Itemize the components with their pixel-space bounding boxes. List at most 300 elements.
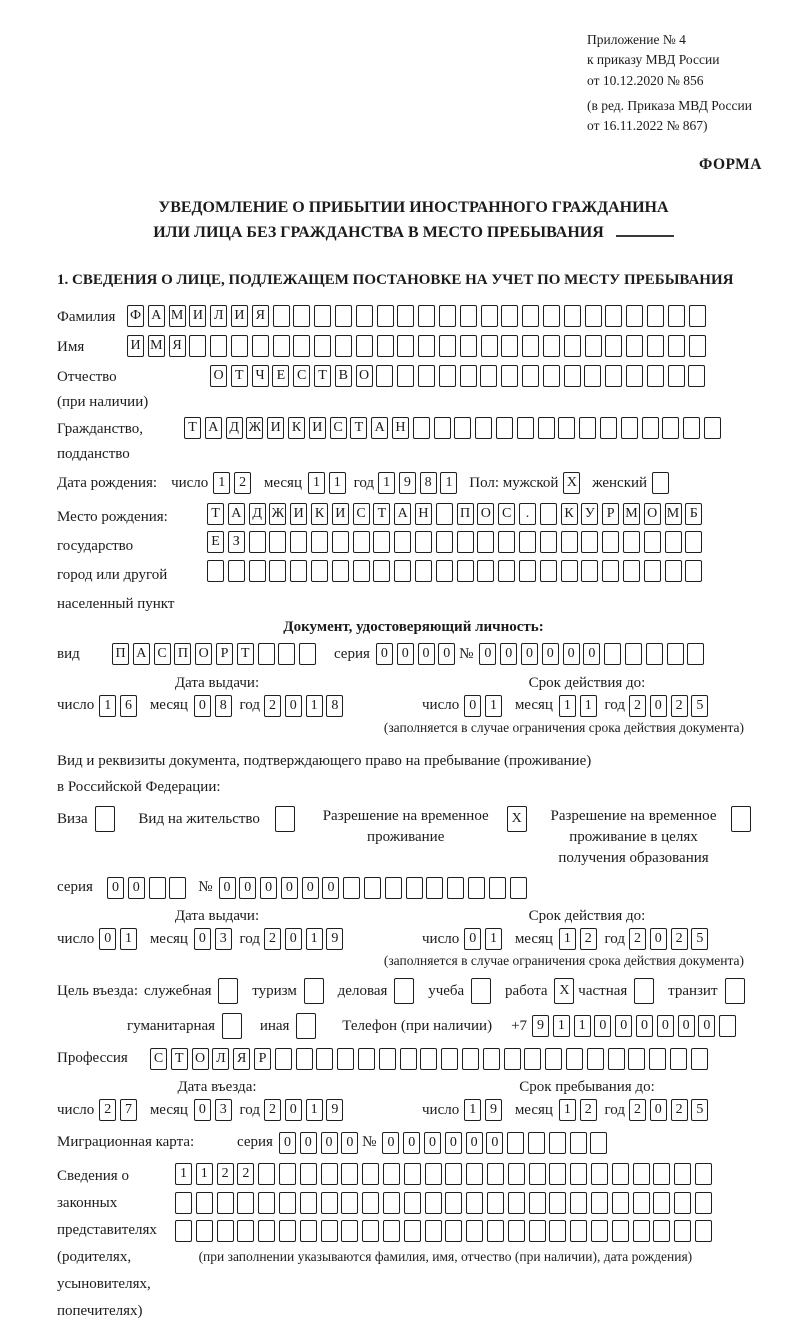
surname-cell[interactable]: [564, 305, 581, 327]
identity-issue-year-cell[interactable]: 2: [264, 695, 281, 717]
legal-representatives-cell[interactable]: [321, 1163, 338, 1185]
citizenship-cell[interactable]: [579, 417, 596, 439]
citizenship-cell[interactable]: [642, 417, 659, 439]
identity-expiry-month-cell[interactable]: 1: [559, 695, 576, 717]
legal-representatives-cell[interactable]: [591, 1163, 608, 1185]
purpose-official-cell[interactable]: [218, 978, 238, 1004]
given-name-cell[interactable]: [543, 335, 560, 357]
temp-residence-edu-checkbox[interactable]: [731, 806, 755, 832]
legal-representatives-cell[interactable]: [300, 1163, 317, 1185]
surname-boxes[interactable]: [127, 305, 709, 327]
identity-issue-month-cell[interactable]: 0: [194, 695, 211, 717]
birth-place-cell[interactable]: [311, 560, 328, 582]
residence-series-cell[interactable]: 0: [128, 877, 145, 899]
migration-number-boxes[interactable]: [382, 1132, 611, 1154]
stay-year-cell[interactable]: 0: [650, 1099, 667, 1121]
legal-representatives-cell[interactable]: [425, 1192, 442, 1214]
given-name-cell[interactable]: [335, 335, 352, 357]
profession-cell[interactable]: [566, 1048, 583, 1070]
identity-kind-cell[interactable]: Р: [216, 643, 233, 665]
purpose-other-checkbox[interactable]: [296, 1013, 320, 1039]
surname-cell[interactable]: И: [231, 305, 248, 327]
residence-number-cell[interactable]: [447, 877, 464, 899]
birth-month-cell[interactable]: 1: [308, 472, 325, 494]
identity-issue-year-cell[interactable]: 0: [285, 695, 302, 717]
residence-number-boxes[interactable]: [219, 877, 531, 899]
birth-place-cell[interactable]: Е: [207, 531, 224, 553]
entry-year-cell[interactable]: 1: [306, 1099, 323, 1121]
visa-checkbox[interactable]: [95, 806, 119, 832]
birth-place-cell[interactable]: [394, 531, 411, 553]
surname-cell[interactable]: [668, 305, 685, 327]
given-name-cell[interactable]: [210, 335, 227, 357]
birth-place-cell[interactable]: [623, 560, 640, 582]
legal-representatives-cell[interactable]: [591, 1220, 608, 1242]
patronymic-cell[interactable]: Е: [272, 365, 289, 387]
birth-place-cell[interactable]: [290, 531, 307, 553]
surname-cell[interactable]: Я: [252, 305, 269, 327]
given-name-cell[interactable]: [647, 335, 664, 357]
entry-day-boxes[interactable]: [99, 1099, 141, 1121]
identity-issue-day-cell[interactable]: 6: [120, 695, 137, 717]
legal-representatives-cell[interactable]: [279, 1220, 296, 1242]
stay-month-boxes[interactable]: [559, 1099, 601, 1121]
citizenship-cell[interactable]: К: [288, 417, 305, 439]
birth-place-cell[interactable]: М: [665, 503, 682, 525]
legal-representatives-cell[interactable]: [425, 1220, 442, 1242]
legal-representatives-cell[interactable]: [279, 1163, 296, 1185]
patronymic-cell[interactable]: [376, 365, 393, 387]
given-name-cell[interactable]: М: [148, 335, 165, 357]
residence-number-cell[interactable]: 0: [302, 877, 319, 899]
citizenship-cell[interactable]: [413, 417, 430, 439]
given-name-cell[interactable]: [439, 335, 456, 357]
profession-cell[interactable]: Л: [212, 1048, 229, 1070]
birth-place-cell[interactable]: [269, 531, 286, 553]
patronymic-cell[interactable]: Т: [314, 365, 331, 387]
birth-place-cell[interactable]: [394, 560, 411, 582]
residence-number-cell[interactable]: 0: [239, 877, 256, 899]
residence-expiry-day-cell[interactable]: 1: [485, 928, 502, 950]
purpose-other-cell[interactable]: [296, 1013, 316, 1039]
legal-representatives-cell[interactable]: [362, 1220, 379, 1242]
legal-representatives-cell[interactable]: [445, 1220, 462, 1242]
birth-place-cell[interactable]: [249, 531, 266, 553]
patronymic-cell[interactable]: [480, 365, 497, 387]
purpose-study-checkbox[interactable]: [471, 978, 495, 1004]
birth-place-cell[interactable]: [415, 560, 432, 582]
birth-place-cell[interactable]: [207, 560, 224, 582]
profession-cell[interactable]: [441, 1048, 458, 1070]
citizenship-cell[interactable]: [704, 417, 721, 439]
birth-place-cell[interactable]: М: [623, 503, 640, 525]
legal-representatives-cell[interactable]: [217, 1220, 234, 1242]
visa-cell[interactable]: [95, 806, 115, 832]
identity-series-cell[interactable]: 0: [397, 643, 414, 665]
legal-representatives-cell[interactable]: 1: [196, 1163, 213, 1185]
identity-number-cell[interactable]: [687, 643, 704, 665]
entry-day-cell[interactable]: 7: [120, 1099, 137, 1121]
identity-issue-year-cell[interactable]: 8: [326, 695, 343, 717]
surname-cell[interactable]: [689, 305, 706, 327]
patronymic-cell[interactable]: С: [293, 365, 310, 387]
phone-cell[interactable]: 0: [636, 1015, 653, 1037]
given-name-cell[interactable]: [314, 335, 331, 357]
legal-representatives-cell[interactable]: [362, 1163, 379, 1185]
identity-number-boxes[interactable]: [479, 643, 708, 665]
citizenship-cell[interactable]: [475, 417, 492, 439]
identity-expiry-day-cell[interactable]: 0: [464, 695, 481, 717]
legal-representatives-cell[interactable]: [633, 1220, 650, 1242]
migration-number-cell[interactable]: [549, 1132, 566, 1154]
birth-place-cell[interactable]: [540, 531, 557, 553]
legal-representatives-cell[interactable]: [383, 1192, 400, 1214]
residence-expiry-year-cell[interactable]: 2: [671, 928, 688, 950]
residence-number-cell[interactable]: [426, 877, 443, 899]
migration-number-cell[interactable]: [590, 1132, 607, 1154]
surname-cell[interactable]: [273, 305, 290, 327]
legal-representatives-cell[interactable]: [196, 1220, 213, 1242]
legal-representatives-cell[interactable]: [612, 1220, 629, 1242]
given-name-cell[interactable]: [356, 335, 373, 357]
birth-place-boxes-row1[interactable]: [207, 503, 706, 525]
residence-issue-year-cell[interactable]: 9: [326, 928, 343, 950]
birth-place-cell[interactable]: [457, 560, 474, 582]
residence-issue-year-cell[interactable]: 0: [285, 928, 302, 950]
purpose-tourism-checkbox[interactable]: [304, 978, 328, 1004]
sex-male-cell[interactable]: X: [563, 472, 580, 494]
surname-cell[interactable]: [522, 305, 539, 327]
birth-place-cell[interactable]: К: [561, 503, 578, 525]
surname-cell[interactable]: [293, 305, 310, 327]
legal-representatives-cell[interactable]: [633, 1163, 650, 1185]
given-name-cell[interactable]: [501, 335, 518, 357]
migration-series-cell[interactable]: 0: [321, 1132, 338, 1154]
legal-representatives-cell[interactable]: [237, 1220, 254, 1242]
legal-representatives-cell[interactable]: [695, 1220, 712, 1242]
birth-place-cell[interactable]: [477, 531, 494, 553]
entry-year-cell[interactable]: 2: [264, 1099, 281, 1121]
purpose-business-checkbox[interactable]: [394, 978, 418, 1004]
legal-representatives-cell[interactable]: [404, 1163, 421, 1185]
identity-issue-month-cell[interactable]: 8: [215, 695, 232, 717]
stay-day-cell[interactable]: 1: [464, 1099, 481, 1121]
profession-cell[interactable]: [358, 1048, 375, 1070]
stay-year-cell[interactable]: 2: [671, 1099, 688, 1121]
identity-kind-cell[interactable]: П: [174, 643, 191, 665]
legal-representatives-cell[interactable]: [196, 1192, 213, 1214]
profession-cell[interactable]: [296, 1048, 313, 1070]
profession-cell[interactable]: [524, 1048, 541, 1070]
legal-representatives-cell[interactable]: [549, 1220, 566, 1242]
legal-representatives-cell[interactable]: [487, 1192, 504, 1214]
given-name-cell[interactable]: [460, 335, 477, 357]
stay-year-cell[interactable]: 5: [691, 1099, 708, 1121]
stay-month-cell[interactable]: 1: [559, 1099, 576, 1121]
birth-month-boxes[interactable]: [308, 472, 350, 494]
identity-kind-cell[interactable]: [278, 643, 295, 665]
birth-place-cell[interactable]: [436, 503, 453, 525]
legal-representatives-cell[interactable]: 1: [175, 1163, 192, 1185]
citizenship-cell[interactable]: Т: [184, 417, 201, 439]
residence-number-cell[interactable]: 0: [322, 877, 339, 899]
birth-month-cell[interactable]: 1: [329, 472, 346, 494]
birth-place-cell[interactable]: [498, 560, 515, 582]
birth-place-cell[interactable]: [353, 531, 370, 553]
legal-representatives-cell[interactable]: [466, 1192, 483, 1214]
patronymic-cell[interactable]: [605, 365, 622, 387]
birth-place-cell[interactable]: И: [332, 503, 349, 525]
phone-cell[interactable]: 1: [574, 1015, 591, 1037]
given-name-cell[interactable]: И: [127, 335, 144, 357]
surname-cell[interactable]: [501, 305, 518, 327]
birth-place-boxes-row2[interactable]: [207, 531, 706, 553]
birth-place-cell[interactable]: К: [311, 503, 328, 525]
birth-place-cell[interactable]: [519, 531, 536, 553]
patronymic-cell[interactable]: [688, 365, 705, 387]
given-name-cell[interactable]: [481, 335, 498, 357]
birth-place-cell[interactable]: [228, 560, 245, 582]
given-name-cell[interactable]: [585, 335, 602, 357]
residence-issue-month-cell[interactable]: 0: [194, 928, 211, 950]
surname-cell[interactable]: [460, 305, 477, 327]
purpose-humanitarian-checkbox[interactable]: [222, 1013, 246, 1039]
birth-place-cell[interactable]: [540, 560, 557, 582]
entry-year-cell[interactable]: 9: [326, 1099, 343, 1121]
profession-cell[interactable]: Р: [254, 1048, 271, 1070]
residence-expiry-month-cell[interactable]: 1: [559, 928, 576, 950]
citizenship-cell[interactable]: Н: [392, 417, 409, 439]
legal-representatives-cell[interactable]: [445, 1192, 462, 1214]
legal-representatives-boxes-row1[interactable]: [175, 1163, 716, 1185]
birth-place-cell[interactable]: [665, 560, 682, 582]
legal-representatives-cell[interactable]: [570, 1163, 587, 1185]
purpose-business-cell[interactable]: [394, 978, 414, 1004]
migration-number-cell[interactable]: 0: [486, 1132, 503, 1154]
surname-cell[interactable]: [543, 305, 560, 327]
birth-place-cell[interactable]: [540, 503, 557, 525]
legal-representatives-cell[interactable]: [549, 1192, 566, 1214]
citizenship-boxes[interactable]: [184, 417, 725, 439]
legal-representatives-cell[interactable]: [529, 1163, 546, 1185]
birth-place-cell[interactable]: [332, 531, 349, 553]
purpose-work-checkbox[interactable]: [554, 978, 578, 1004]
purpose-transit-checkbox[interactable]: [725, 978, 749, 1004]
profession-cell[interactable]: [545, 1048, 562, 1070]
identity-kind-cell[interactable]: П: [112, 643, 129, 665]
profession-cell[interactable]: С: [150, 1048, 167, 1070]
identity-series-cell[interactable]: 0: [376, 643, 393, 665]
temp-residence-cell[interactable]: X: [507, 806, 527, 832]
given-name-cell[interactable]: [626, 335, 643, 357]
legal-representatives-cell[interactable]: [612, 1163, 629, 1185]
legal-representatives-cell[interactable]: 2: [237, 1163, 254, 1185]
migration-number-cell[interactable]: [570, 1132, 587, 1154]
identity-expiry-year-cell[interactable]: 2: [671, 695, 688, 717]
migration-number-cell[interactable]: 0: [382, 1132, 399, 1154]
birth-year-cell[interactable]: 8: [420, 472, 437, 494]
legal-representatives-cell[interactable]: [633, 1192, 650, 1214]
identity-expiry-month-boxes[interactable]: [559, 695, 601, 717]
birth-place-cell[interactable]: [602, 560, 619, 582]
migration-series-cell[interactable]: 0: [341, 1132, 358, 1154]
surname-cell[interactable]: [481, 305, 498, 327]
patronymic-cell[interactable]: [668, 365, 685, 387]
profession-cell[interactable]: [420, 1048, 437, 1070]
legal-representatives-cell[interactable]: [695, 1163, 712, 1185]
surname-cell[interactable]: Л: [210, 305, 227, 327]
phone-boxes[interactable]: [532, 1015, 740, 1037]
birth-place-cell[interactable]: [685, 560, 702, 582]
entry-day-cell[interactable]: 2: [99, 1099, 116, 1121]
identity-expiry-year-cell[interactable]: 2: [629, 695, 646, 717]
identity-issue-year-cell[interactable]: 1: [306, 695, 323, 717]
birth-place-cell[interactable]: [373, 531, 390, 553]
given-name-cell[interactable]: [252, 335, 269, 357]
birth-day-boxes[interactable]: [213, 472, 255, 494]
legal-representatives-cell[interactable]: [570, 1220, 587, 1242]
legal-representatives-cell[interactable]: [321, 1220, 338, 1242]
temp-residence-checkbox[interactable]: [507, 806, 531, 832]
birth-place-cell[interactable]: [644, 560, 661, 582]
citizenship-cell[interactable]: [538, 417, 555, 439]
residence-number-cell[interactable]: [343, 877, 360, 899]
legal-representatives-cell[interactable]: [383, 1163, 400, 1185]
birth-place-cell[interactable]: [498, 531, 515, 553]
birth-place-cell[interactable]: Т: [373, 503, 390, 525]
profession-cell[interactable]: [608, 1048, 625, 1070]
legal-representatives-cell[interactable]: [508, 1163, 525, 1185]
identity-kind-boxes[interactable]: [112, 643, 320, 665]
residence-number-cell[interactable]: [468, 877, 485, 899]
birth-place-cell[interactable]: С: [498, 503, 515, 525]
given-name-cell[interactable]: Я: [169, 335, 186, 357]
residence-issue-month-cell[interactable]: 3: [215, 928, 232, 950]
purpose-study-cell[interactable]: [471, 978, 491, 1004]
identity-number-cell[interactable]: 0: [583, 643, 600, 665]
birth-place-cell[interactable]: Р: [602, 503, 619, 525]
patronymic-cell[interactable]: [564, 365, 581, 387]
legal-representatives-cell[interactable]: [383, 1220, 400, 1242]
patronymic-cell[interactable]: В: [335, 365, 352, 387]
citizenship-cell[interactable]: Ж: [246, 417, 263, 439]
residence-expiry-month-cell[interactable]: 2: [580, 928, 597, 950]
phone-cell[interactable]: 0: [678, 1015, 695, 1037]
surname-cell[interactable]: [377, 305, 394, 327]
purpose-tourism-cell[interactable]: [304, 978, 324, 1004]
legal-representatives-cell[interactable]: [653, 1220, 670, 1242]
residence-number-cell[interactable]: [364, 877, 381, 899]
surname-cell[interactable]: М: [169, 305, 186, 327]
birth-year-cell[interactable]: 1: [378, 472, 395, 494]
legal-representatives-cell[interactable]: [425, 1163, 442, 1185]
residence-expiry-year-cell[interactable]: 5: [691, 928, 708, 950]
birth-place-cell[interactable]: [644, 531, 661, 553]
profession-cell[interactable]: Т: [171, 1048, 188, 1070]
residence-series-boxes[interactable]: [107, 877, 190, 899]
sex-male-checkbox[interactable]: [563, 472, 584, 494]
phone-cell[interactable]: 0: [594, 1015, 611, 1037]
identity-expiry-day-cell[interactable]: 1: [485, 695, 502, 717]
citizenship-cell[interactable]: А: [205, 417, 222, 439]
surname-cell[interactable]: Ф: [127, 305, 144, 327]
patronymic-boxes[interactable]: [210, 365, 709, 387]
migration-series-cell[interactable]: 0: [300, 1132, 317, 1154]
birth-place-cell[interactable]: Т: [207, 503, 224, 525]
residence-number-cell[interactable]: [406, 877, 423, 899]
birth-place-cell[interactable]: О: [644, 503, 661, 525]
patronymic-cell[interactable]: [522, 365, 539, 387]
residence-expiry-year-boxes[interactable]: [629, 928, 712, 950]
legal-representatives-cell[interactable]: [487, 1163, 504, 1185]
birth-place-cell[interactable]: Д: [249, 503, 266, 525]
citizenship-cell[interactable]: [621, 417, 638, 439]
birth-place-cell[interactable]: И: [290, 503, 307, 525]
surname-cell[interactable]: [605, 305, 622, 327]
legal-representatives-cell[interactable]: [404, 1192, 421, 1214]
citizenship-cell[interactable]: С: [330, 417, 347, 439]
legal-representatives-cell[interactable]: [653, 1192, 670, 1214]
patronymic-cell[interactable]: Т: [231, 365, 248, 387]
patronymic-cell[interactable]: О: [356, 365, 373, 387]
identity-series-cell[interactable]: 0: [418, 643, 435, 665]
birth-place-cell[interactable]: [249, 560, 266, 582]
identity-issue-year-boxes[interactable]: [264, 695, 347, 717]
phone-cell[interactable]: [719, 1015, 736, 1037]
birth-place-cell[interactable]: [477, 560, 494, 582]
profession-cell[interactable]: [587, 1048, 604, 1070]
residence-expiry-day-cell[interactable]: 0: [464, 928, 481, 950]
given-name-cell[interactable]: [605, 335, 622, 357]
birth-place-cell[interactable]: Б: [685, 503, 702, 525]
residence-expiry-year-cell[interactable]: 0: [650, 928, 667, 950]
identity-kind-cell[interactable]: О: [195, 643, 212, 665]
legal-representatives-cell[interactable]: [466, 1220, 483, 1242]
given-name-cell[interactable]: [418, 335, 435, 357]
identity-issue-day-boxes[interactable]: [99, 695, 141, 717]
birth-place-cell[interactable]: [457, 531, 474, 553]
surname-cell[interactable]: [418, 305, 435, 327]
phone-cell[interactable]: 9: [532, 1015, 549, 1037]
birth-place-cell[interactable]: А: [394, 503, 411, 525]
birth-place-cell[interactable]: Н: [415, 503, 432, 525]
citizenship-cell[interactable]: А: [371, 417, 388, 439]
birth-place-cell[interactable]: Ж: [269, 503, 286, 525]
legal-representatives-cell[interactable]: [175, 1192, 192, 1214]
legal-representatives-cell[interactable]: [529, 1220, 546, 1242]
birth-year-cell[interactable]: 9: [399, 472, 416, 494]
profession-cell[interactable]: [628, 1048, 645, 1070]
given-name-cell[interactable]: [564, 335, 581, 357]
migration-series-cell[interactable]: 0: [279, 1132, 296, 1154]
legal-representatives-cell[interactable]: [487, 1220, 504, 1242]
patronymic-cell[interactable]: [647, 365, 664, 387]
birth-place-cell[interactable]: [623, 531, 640, 553]
identity-series-boxes[interactable]: [376, 643, 459, 665]
residence-number-cell[interactable]: 0: [219, 877, 236, 899]
identity-expiry-month-cell[interactable]: 1: [580, 695, 597, 717]
legal-representatives-cell[interactable]: [237, 1192, 254, 1214]
entry-year-cell[interactable]: 0: [285, 1099, 302, 1121]
entry-month-cell[interactable]: 0: [194, 1099, 211, 1121]
residence-issue-year-cell[interactable]: 2: [264, 928, 281, 950]
residence-issue-day-boxes[interactable]: [99, 928, 141, 950]
phone-cell[interactable]: 0: [698, 1015, 715, 1037]
legal-representatives-cell[interactable]: [321, 1192, 338, 1214]
profession-cell[interactable]: [649, 1048, 666, 1070]
patronymic-cell[interactable]: [626, 365, 643, 387]
legal-representatives-boxes-row2[interactable]: [175, 1192, 716, 1214]
